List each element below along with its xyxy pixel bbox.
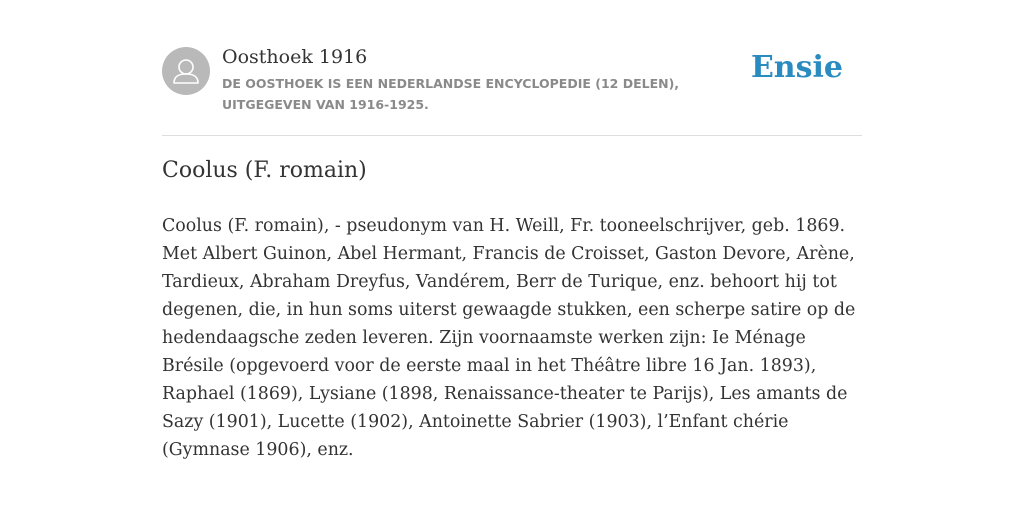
source-header [162,44,862,136]
article-title: Coolus (F. romain) [162,158,367,183]
source-avatar [162,47,210,95]
source-description: DE OOSTHOEK IS EEN NEDERLANDSE ENCYCLOPEDIE (12 DELEN), UITGEGEVEN VAN 1916-1925. [222,76,680,112]
article-body: Coolus (F. romain), - pseudonym van H. Weill, Fr. tooneelschrijver, geb. 1869. Met Albert Guinon, Abel Hermant, Francis de Croisset, Gaston Devore, Arène, Tardieux, Abraham Dreyfus, Vandérem, Berr de Turique, enz. behoort hij tot degenen, die, in hun soms uiterst gewaagde stukken, een scherpe satire op de hedendaagsche zeden leveren. Zijn voornaamste werken zijn: Ie Ménage Brésile (opgevoerd voor de eerste maal in het Théâtre libre 16 Jan. 1893), Raphael (1869), Lysiane (1898, Renaissance-theater te Parijs), Les amants de Sazy (1901), Lucette (1902), Antoinette Sabrier (1903), l’Enfant chérie (Gymnase 1906), enz. [162,216,856,460]
ensie-logo[interactable]: Ensie [750,50,843,85]
source-name[interactable]: Oosthoek 1916 [222,46,368,68]
user-icon [162,47,210,95]
